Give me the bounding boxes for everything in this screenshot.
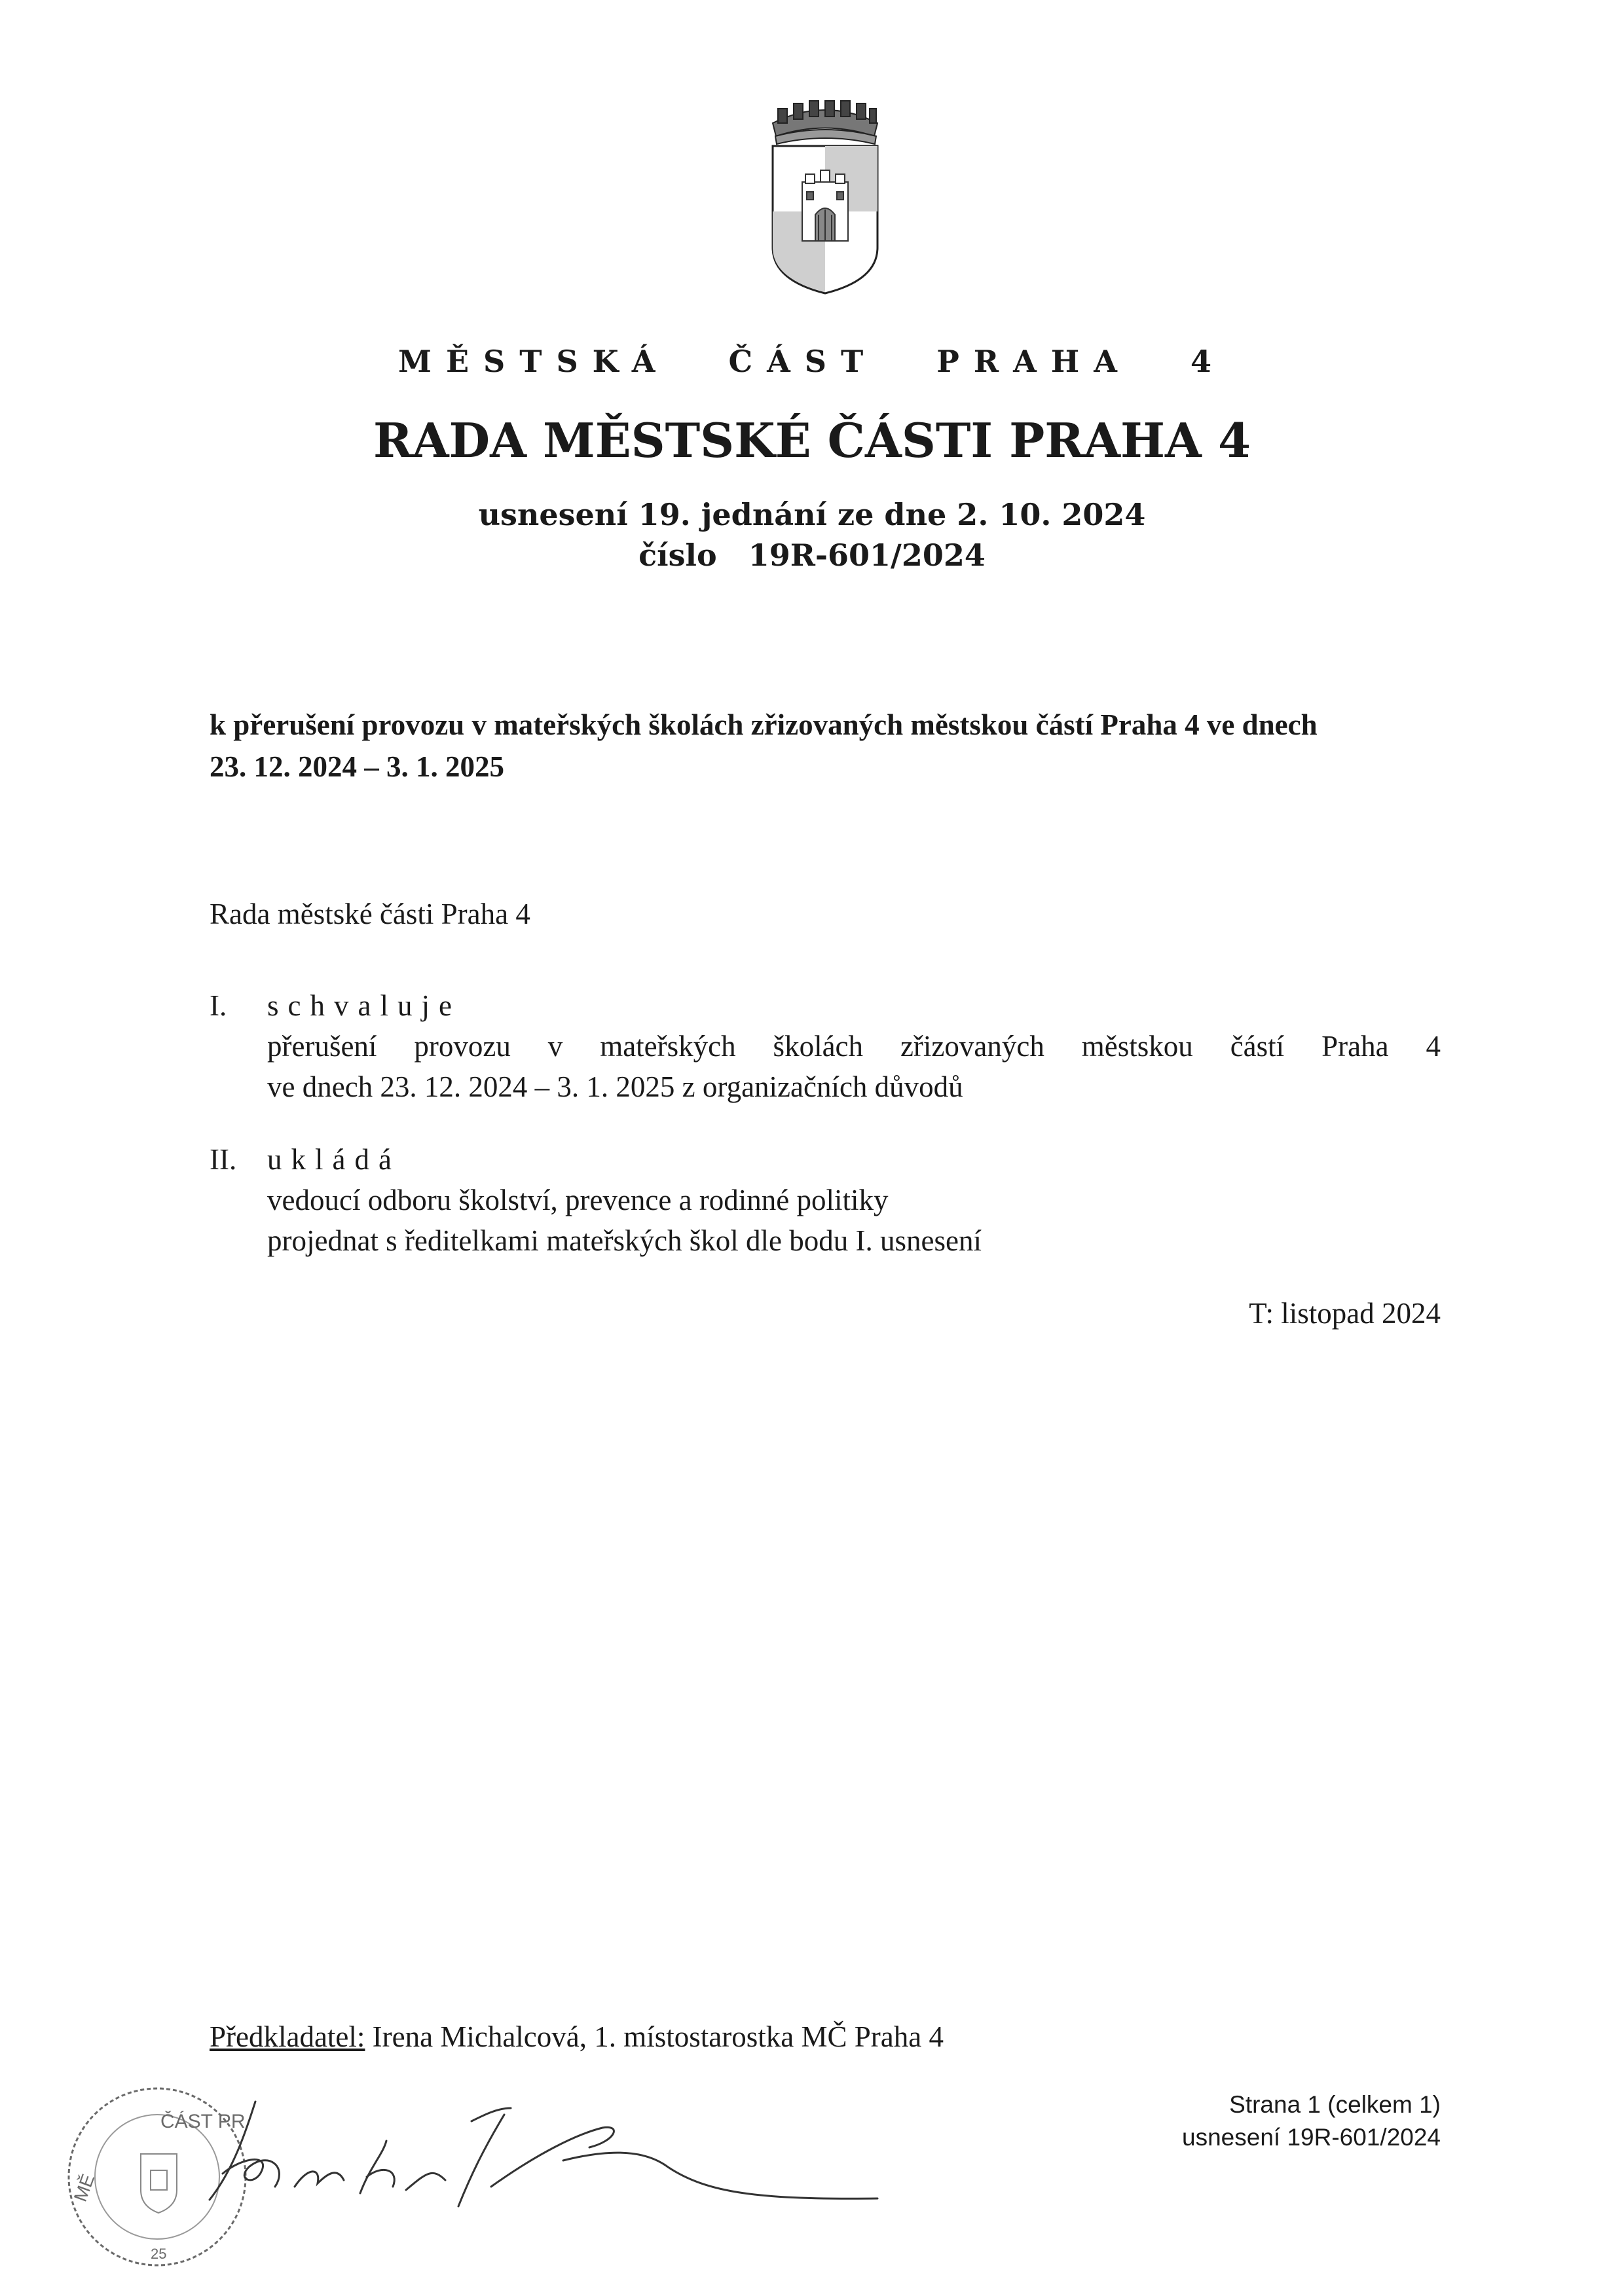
stamp-text: ČÁST PR [160, 2111, 246, 2132]
heading-word: 4 [1190, 344, 1226, 379]
subject-line: k přerušení provozu v mateřských školách zřizovaných městskou částí Praha 4 ve dnech [210, 708, 1318, 741]
section-line: přerušení provozu v mateřských školách zřizovaných městskou částí Praha 4 [267, 1030, 1441, 1063]
section-verb: ukládá [267, 1143, 401, 1176]
proposer-name: Irena Michalcová, 1. místostarostka MČ Praha 4 [372, 2020, 944, 2053]
stamp-number: 25 [151, 2246, 167, 2262]
resolution-number-line: číslo 19R-601/2024 [638, 538, 986, 573]
deadline-term: T: listopad 2024 [1249, 1297, 1441, 1330]
page-number: Strana 1 (celkem 1) [1229, 2091, 1441, 2118]
section-verb: schvaluje [267, 989, 461, 1022]
shield-icon [773, 146, 877, 293]
section-line: projednat s ředitelkami mateřských škol dle bodu I. usnesení [267, 1224, 982, 1257]
city-district-heading [0, 344, 1624, 379]
resolution-info [0, 494, 1624, 575]
resolution-meeting-line: usnesení 19. jednání ze dne 2. 10. 2024 [478, 497, 1146, 532]
crown-icon [773, 101, 877, 144]
page-resolution-number: usnesení 19R-601/2024 [1182, 2124, 1441, 2151]
heading-word: MĚSTSKÁ [398, 344, 670, 379]
resolution-subject [210, 704, 1441, 788]
heading-word: ČÁST [728, 344, 878, 379]
section-line: ve dnech 23. 12. 2024 – 3. 1. 2025 z organizačních důvodů [267, 1070, 963, 1103]
proposer [210, 2020, 944, 2054]
coat-of-arms-logo [760, 84, 891, 300]
section-assigns [210, 1139, 1441, 1261]
stamp-crest-icon [141, 2154, 177, 2213]
section-number: II. [210, 1143, 237, 1176]
subject-line: 23. 12. 2024 – 3. 1. 2025 [210, 750, 504, 783]
section-approves [210, 985, 1441, 1107]
section-number: I. [210, 989, 227, 1022]
stamp-text: MĚ [69, 2171, 99, 2204]
heading-word: PRAHA [936, 344, 1132, 379]
intro-text: Rada městské části Praha 4 [210, 898, 530, 930]
proposer-label: Předkladatel: [210, 2020, 365, 2053]
section-line: vedoucí odboru školství, prevence a rodinné politiky [267, 1184, 889, 1216]
page-info [1182, 2088, 1441, 2154]
handwritten-signature [196, 2095, 891, 2213]
council-title: RADA MĚSTSKÉ ČÁSTI PRAHA 4 [373, 412, 1251, 468]
